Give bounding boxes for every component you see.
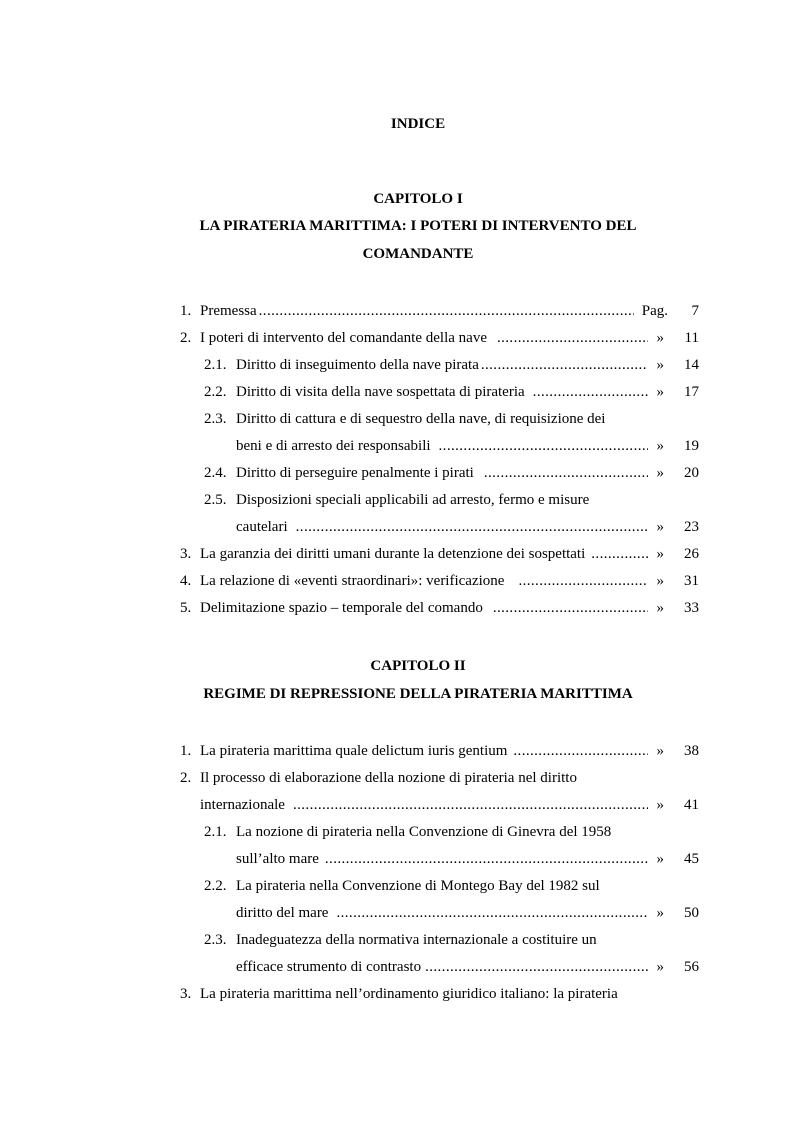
toc-entry-first-line xyxy=(204,490,589,510)
toc-entry xyxy=(236,849,664,869)
page-marker: » xyxy=(656,959,664,975)
entry-title-continuation: beni e di arresto dei responsabili xyxy=(236,438,431,454)
toc-entry xyxy=(180,301,668,321)
entry-number: 2.1. xyxy=(204,824,227,840)
index-title: INDICE xyxy=(390,116,446,132)
entry-title: La relazione di «eventi straordinari»: verificazione xyxy=(200,573,505,589)
dot-leader xyxy=(325,849,648,869)
entry-title: Delimitazione spazio – temporale del comando xyxy=(200,600,483,616)
toc-entry-first-line xyxy=(204,822,611,842)
entry-number: 2.2. xyxy=(204,384,227,400)
toc-entry xyxy=(236,517,664,537)
entry-number: 4. xyxy=(180,573,192,589)
page-number: 45 xyxy=(684,851,699,867)
dot-leader xyxy=(493,598,648,618)
page-marker: » xyxy=(656,546,664,562)
page-number: 41 xyxy=(684,797,699,813)
entry-title: La pirateria marittima quale delictum iuris gentium xyxy=(200,743,508,759)
dot-leader xyxy=(293,795,648,815)
dot-leader xyxy=(336,903,648,923)
entry-title: Diritto di cattura e di sequestro della nave, di requisizione dei xyxy=(236,411,606,427)
toc-entry xyxy=(180,598,664,618)
entry-number: 1. xyxy=(180,743,192,759)
dot-leader xyxy=(533,382,648,402)
page-number: 11 xyxy=(684,330,699,346)
page-number: 7 xyxy=(691,303,699,319)
chapter-1-title-line-2: COMANDANTE xyxy=(362,246,474,262)
chapter-1-label: CAPITOLO I xyxy=(373,191,463,207)
toc-entry xyxy=(236,957,664,977)
toc-entry xyxy=(236,903,664,923)
dot-leader xyxy=(518,571,648,591)
entry-title: Disposizioni speciali applicabili ad arresto, fermo e misure xyxy=(236,492,590,508)
toc-entry xyxy=(180,328,664,348)
entry-number: 2.3. xyxy=(204,932,227,948)
entry-title: Premessa xyxy=(200,303,257,319)
page-marker: » xyxy=(656,330,664,346)
entry-title: La nozione di pirateria nella Convenzione di Ginevra del 1958 xyxy=(236,824,612,840)
toc-entry-first-line xyxy=(204,930,597,950)
toc-entry xyxy=(180,741,664,761)
entry-number: 2. xyxy=(180,330,192,346)
entry-title-continuation: diritto del mare xyxy=(236,905,329,921)
page-marker: » xyxy=(656,905,664,921)
entry-title: Diritto di inseguimento della nave pirata xyxy=(236,357,479,373)
entry-title-continuation: efficace strumento di contrasto xyxy=(236,959,422,975)
toc-entry xyxy=(236,436,664,456)
page-number: 38 xyxy=(684,743,699,759)
page-number: 20 xyxy=(684,465,699,481)
page-number: 31 xyxy=(684,573,699,589)
page-number: 17 xyxy=(684,384,699,400)
page-marker: » xyxy=(656,519,664,535)
entry-title-continuation: sull’alto mare xyxy=(236,851,319,867)
entry-number: 2.2. xyxy=(204,878,227,894)
toc-entry xyxy=(180,544,664,564)
entry-number: 5. xyxy=(180,600,192,616)
toc-entry xyxy=(200,795,664,815)
page-number: 33 xyxy=(684,600,699,616)
dot-leader xyxy=(296,517,648,537)
page-marker: » xyxy=(656,600,664,616)
entry-number: 2. xyxy=(180,770,192,786)
entry-number: 3. xyxy=(180,986,192,1002)
toc-entry-first-line xyxy=(204,409,605,429)
entry-number: 2.3. xyxy=(204,411,227,427)
toc-entry xyxy=(204,382,664,402)
page-number: 14 xyxy=(684,357,699,373)
page-marker: » xyxy=(656,573,664,589)
toc-entry-first-line xyxy=(180,984,618,1004)
page-marker: Pag. xyxy=(641,303,668,319)
entry-title: La pirateria nella Convenzione di Montego Bay del 1982 sul xyxy=(236,878,600,894)
entry-title-continuation: cautelari xyxy=(236,519,288,535)
page-marker: » xyxy=(656,465,664,481)
entry-title: Il processo di elaborazione della nozione di pirateria nel diritto xyxy=(200,770,577,786)
dot-leader xyxy=(439,436,648,456)
page-marker: » xyxy=(656,743,664,759)
entry-title: La garanzia dei diritti umani durante la detenzione dei sospettati xyxy=(200,546,586,562)
entry-number: 2.5. xyxy=(204,492,227,508)
entry-number: 2.4. xyxy=(204,465,227,481)
page-marker: » xyxy=(656,357,664,373)
page-marker: » xyxy=(656,384,664,400)
page-number: 50 xyxy=(684,905,699,921)
entry-title-continuation: internazionale xyxy=(200,797,285,813)
toc-entry xyxy=(204,355,664,375)
entry-title: I poteri di intervento del comandante della nave xyxy=(200,330,487,346)
entry-title: Diritto di visita della nave sospettata di pirateria xyxy=(236,384,525,400)
toc-entry xyxy=(204,463,664,483)
entry-title: La pirateria marittima nell’ordinamento giuridico italiano: la pirateria xyxy=(200,986,618,1002)
entry-title: Inadeguatezza della normativa internazionale a costituire un xyxy=(236,932,597,948)
chapter-2-label: CAPITOLO II xyxy=(370,658,466,674)
dot-leader xyxy=(591,544,648,564)
dot-leader xyxy=(481,355,648,375)
dot-leader xyxy=(484,463,648,483)
entry-number: 3. xyxy=(180,546,192,562)
entry-number: 2.1. xyxy=(204,357,227,373)
dot-leader xyxy=(497,328,648,348)
page-number: 26 xyxy=(684,546,699,562)
entry-title: Diritto di perseguire penalmente i pirati xyxy=(236,465,474,481)
entry-number: 1. xyxy=(180,303,192,319)
dot-leader xyxy=(259,301,634,321)
toc-entry-first-line xyxy=(204,876,600,896)
page-marker: » xyxy=(656,438,664,454)
page-number: 56 xyxy=(684,959,699,975)
page-number: 23 xyxy=(684,519,699,535)
chapter-2-title: REGIME DI REPRESSIONE DELLA PIRATERIA MARITTIMA xyxy=(203,686,633,702)
page-number: 19 xyxy=(684,438,699,454)
toc-entry xyxy=(180,571,664,591)
toc-entry-first-line xyxy=(180,768,577,788)
dot-leader xyxy=(513,741,648,761)
page-marker: » xyxy=(656,851,664,867)
chapter-1-title-line-1: LA PIRATERIA MARITTIMA: I POTERI DI INTERVENTO DEL xyxy=(199,218,637,234)
dot-leader xyxy=(425,957,648,977)
page-marker: » xyxy=(656,797,664,813)
